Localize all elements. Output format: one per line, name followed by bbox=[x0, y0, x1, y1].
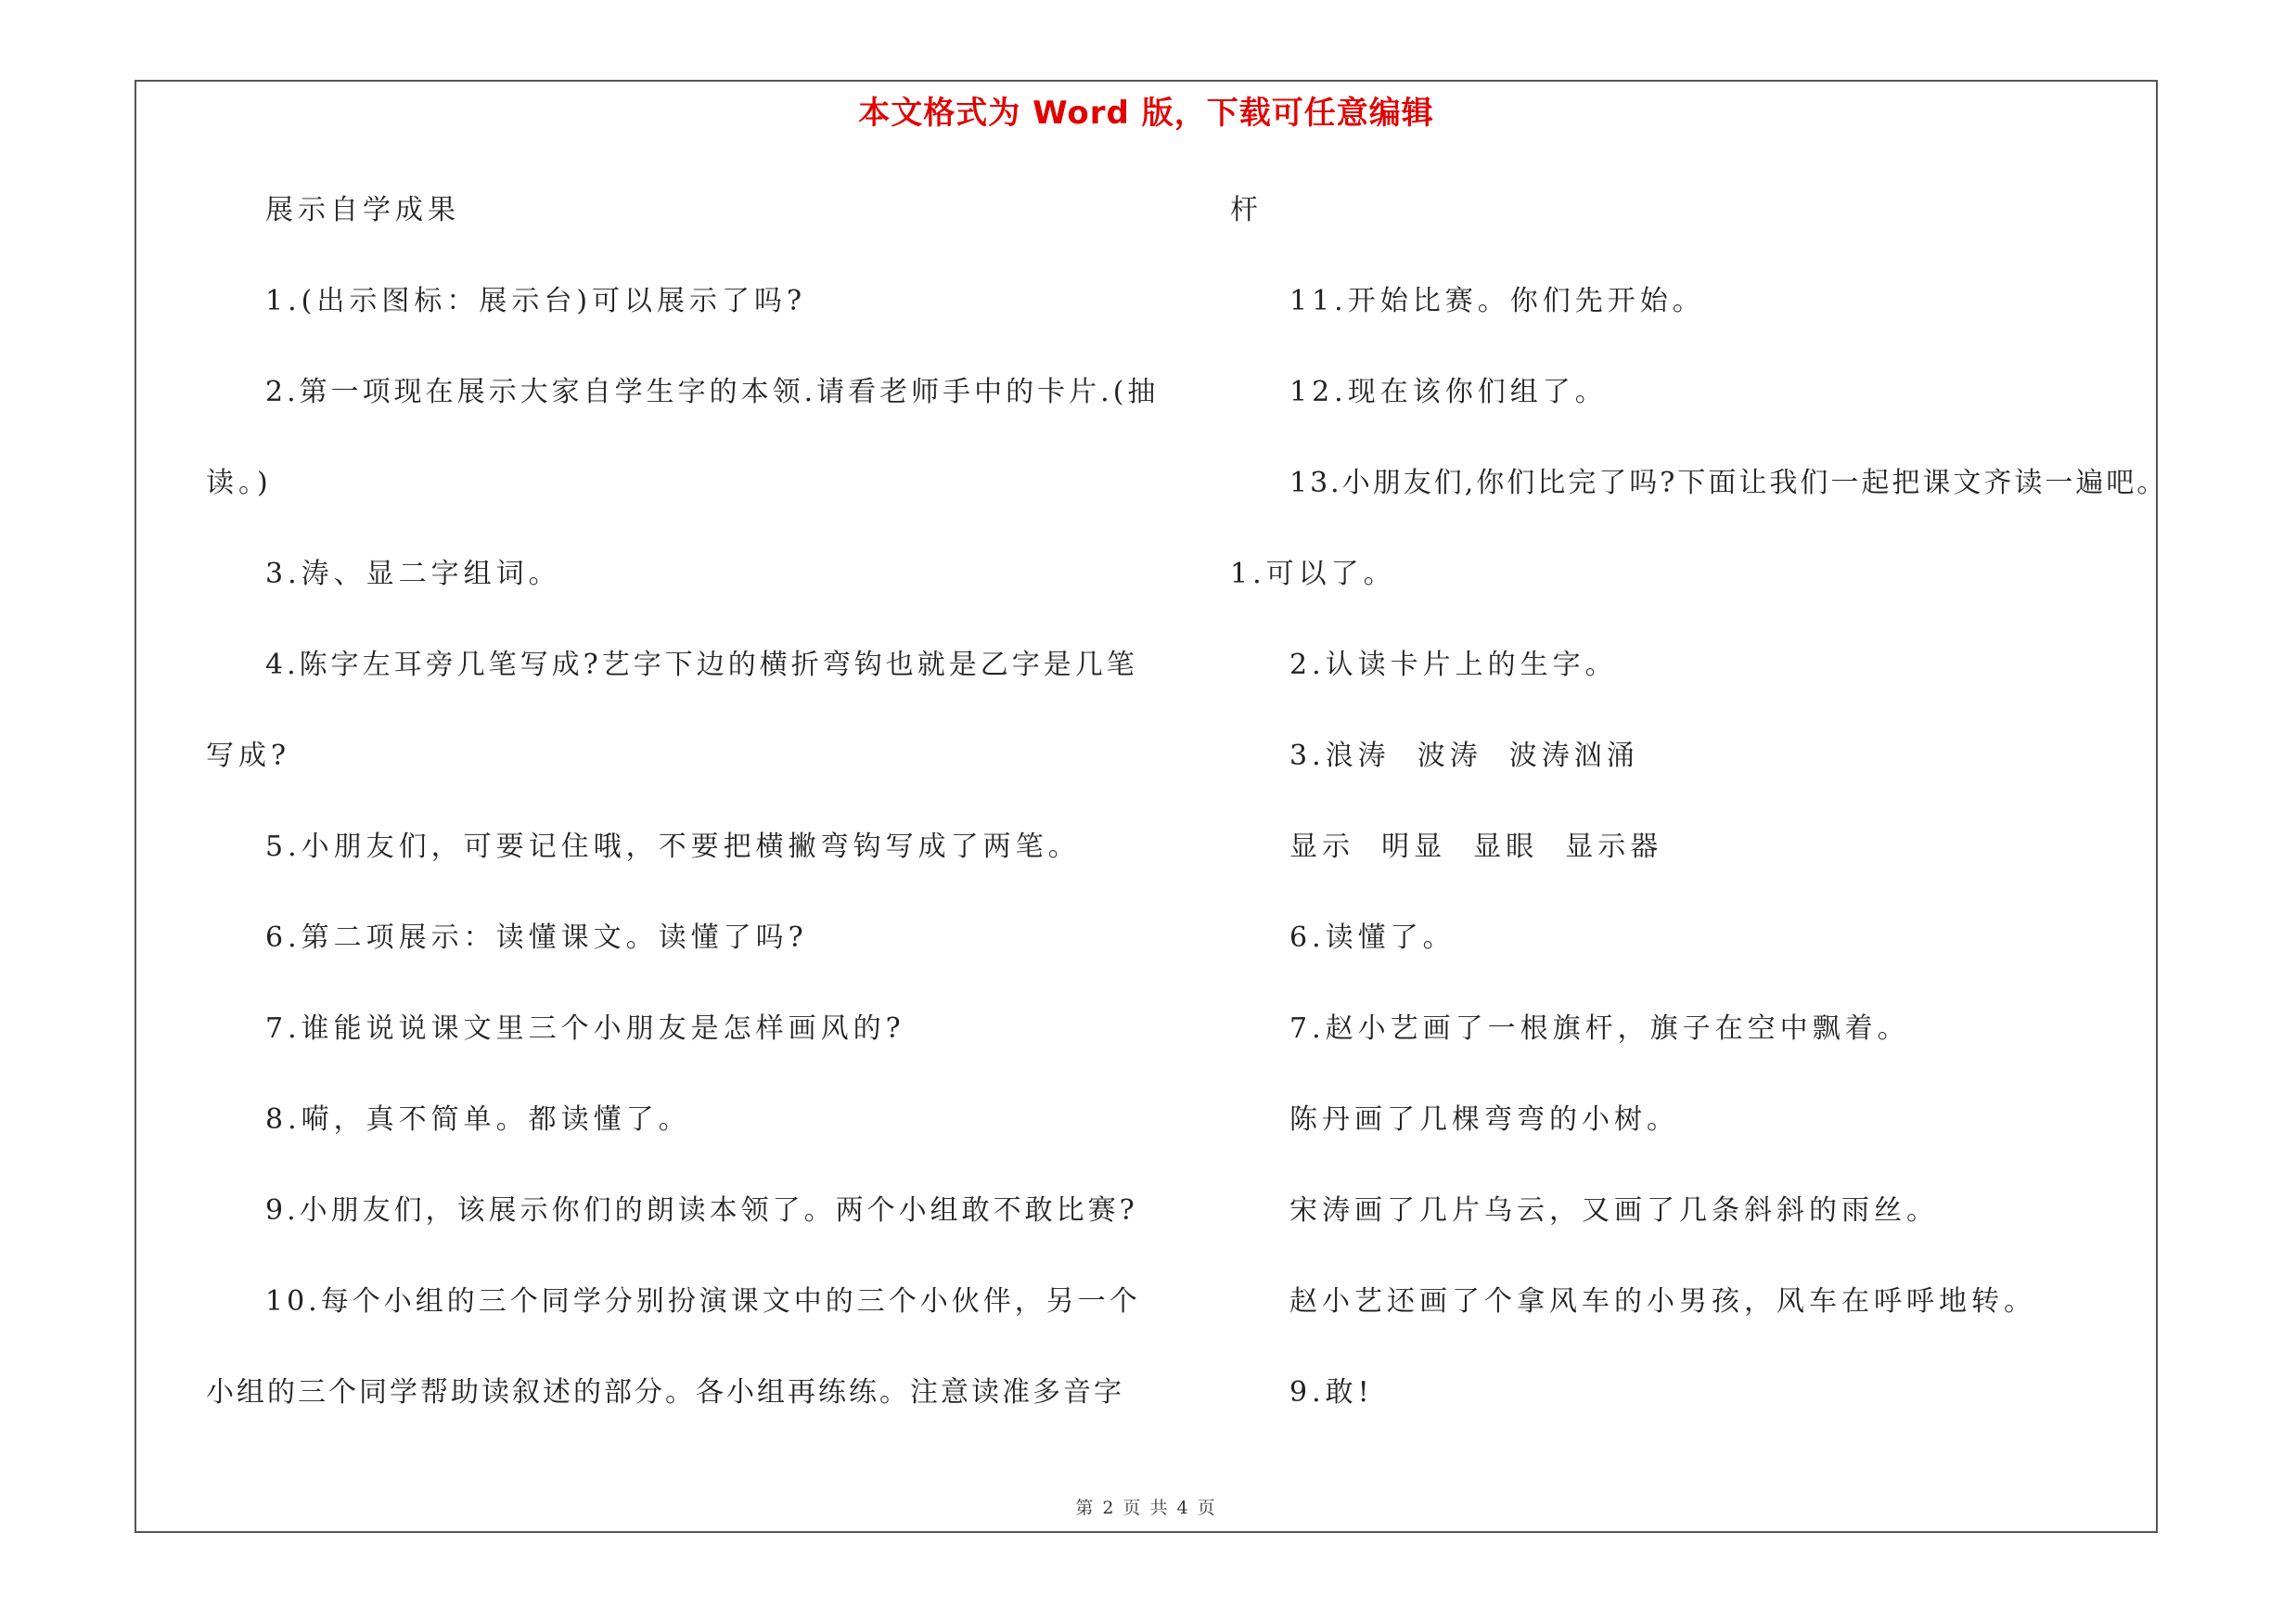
text-line: 2.第一项现在展示大家自学生字的本领.请看老师手中的卡片.(抽 bbox=[265, 376, 1160, 408]
text-line: 杆 bbox=[1230, 194, 1263, 226]
text-line: 2.认读卡片上的生字。 bbox=[1289, 649, 1618, 681]
text-line: 3.浪涛 波涛 波涛汹涌 bbox=[1289, 740, 1639, 772]
text-line: 展示自学成果 bbox=[265, 194, 460, 226]
text-line: 9.敢! bbox=[1289, 1376, 1374, 1409]
text-line: 11.开始比赛。你们先开始。 bbox=[1289, 285, 1705, 317]
text-line: 13.小朋友们,你们比完了吗?下面让我们一起把课文齐读一遍吧。 bbox=[1289, 467, 2168, 499]
text-line: 5.小朋友们，可要记住哦，不要把横撇弯钩写成了两笔。 bbox=[265, 831, 1081, 863]
text-line: 12.现在该你们组了。 bbox=[1289, 376, 1608, 408]
text-line: 7.赵小艺画了一根旗杆，旗子在空中飘着。 bbox=[1289, 1012, 1910, 1045]
text-line: 9.小朋友们，该展示你们的朗读本领了。两个小组敢不敢比赛? bbox=[265, 1194, 1138, 1227]
text-line: 写成? bbox=[206, 740, 291, 772]
text-line: 6.读懂了。 bbox=[1289, 921, 1456, 954]
text-line: 8.嗬，真不简单。都读懂了。 bbox=[265, 1103, 691, 1136]
text-line: 1.可以了。 bbox=[1230, 558, 1396, 590]
text-line: 宋涛画了几片乌云，又画了几条斜斜的雨丝。 bbox=[1289, 1194, 1939, 1227]
text-line: 7.谁能说说课文里三个小朋友是怎样画风的? bbox=[265, 1012, 905, 1045]
format-notice-banner: 本文格式为 Word 版，下载可任意编辑 bbox=[858, 95, 1434, 132]
text-line: 6.第二项展示：读懂课文。读懂了吗? bbox=[265, 921, 808, 954]
text-line: 小组的三个同学帮助读叙述的部分。各小组再练练。注意读准多音字 bbox=[206, 1376, 1124, 1409]
text-line: 4.陈字左耳旁几笔写成?艺字下边的横折弯钩也就是乙字是几笔 bbox=[265, 649, 1138, 681]
text-line: 陈丹画了几棵弯弯的小树。 bbox=[1289, 1103, 1679, 1136]
text-line: 10.每个小组的三个同学分别扮演课文中的三个小伙伴，另一个 bbox=[265, 1285, 1141, 1318]
text-line: 读。) bbox=[206, 467, 273, 499]
text-line: 3.涛、显二字组词。 bbox=[265, 558, 561, 590]
page-number: 第 2 页 共 4 页 bbox=[1075, 1498, 1217, 1518]
text-line: 显示 明显 显眼 显示器 bbox=[1289, 831, 1663, 863]
text-line: 赵小艺还画了个拿风车的小男孩，风车在呼呼地转。 bbox=[1289, 1285, 2036, 1318]
text-line: 1.(出示图标：展示台)可以展示了吗? bbox=[265, 285, 807, 317]
